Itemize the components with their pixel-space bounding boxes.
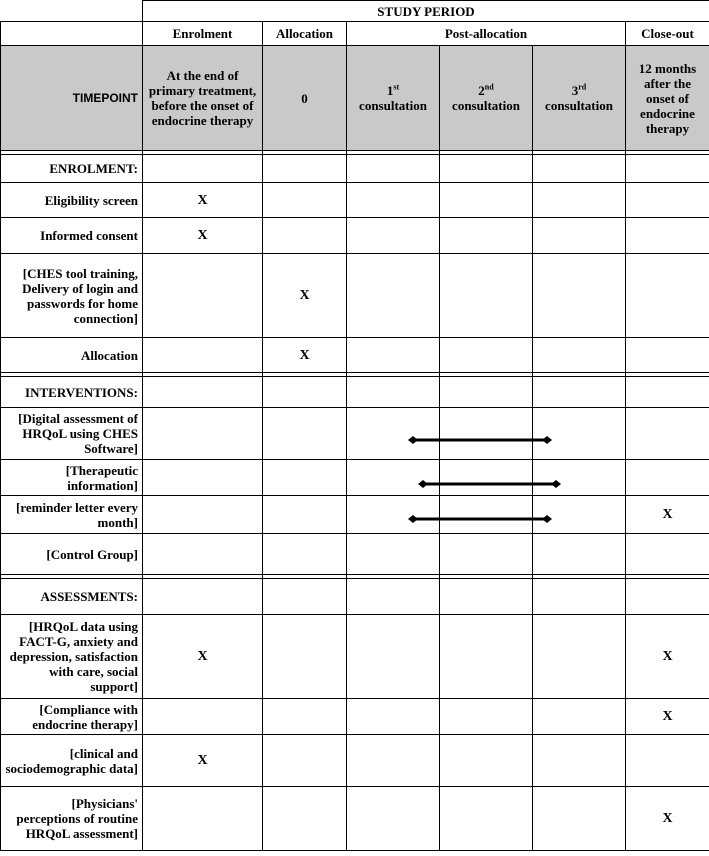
label-physicians: [Physicians' perceptions of routine HRQoL assessment] <box>1 787 143 851</box>
post3-sup: rd <box>578 82 587 92</box>
label-digital: [Digital assessment of HRQoL using CHES Software] <box>1 408 143 460</box>
row-therapeutic <box>1 460 709 496</box>
phase-allocation: Allocation <box>263 22 347 46</box>
row-physicians <box>1 787 709 851</box>
post3-word: consultation <box>545 98 613 113</box>
label-allocation: Allocation <box>1 338 143 373</box>
corner-cell <box>1 1 143 22</box>
section-interventions: INTERVENTIONS: <box>1 377 143 408</box>
post1-num: 1 <box>386 83 394 98</box>
mark-hrqol-closeout: X <box>626 615 709 699</box>
label-reminder: [reminder letter every month] <box>1 496 143 534</box>
label-clinical: [clinical and sociodemographic data] <box>1 735 143 787</box>
timepoint-post2 <box>440 46 533 151</box>
label-control: [Control Group] <box>1 534 143 575</box>
post1-word: consultation <box>359 98 427 113</box>
label-compliance: [Compliance with endocrine therapy] <box>1 699 143 735</box>
mark-clinical-enrolment: X <box>143 735 263 787</box>
label-hrqol: [HRQoL data using FACT-G, anxiety and depression, satisfaction with care, social support] <box>1 615 143 699</box>
mark-training-allocation: X <box>263 254 347 338</box>
row-allocation <box>1 338 709 373</box>
post2-word: consultation <box>452 98 520 113</box>
label-eligibility: Eligibility screen <box>1 183 143 218</box>
mark-physicians-closeout: X <box>626 787 709 851</box>
row-consent <box>1 218 709 254</box>
row-digital <box>1 408 709 460</box>
mark-eligibility-enrolment: X <box>143 183 263 218</box>
mark-consent-enrolment: X <box>143 218 263 254</box>
phase-row <box>1 22 709 46</box>
timepoint-allocation: 0 <box>263 46 347 151</box>
timepoint-row <box>1 46 709 151</box>
section-assessments: ASSESSMENTS: <box>1 579 143 615</box>
label-consent: Informed consent <box>1 218 143 254</box>
section-enrolment: ENROLMENT: <box>1 155 143 183</box>
row-clinical <box>1 735 709 787</box>
row-training <box>1 254 709 338</box>
section-assessments-row <box>1 579 709 615</box>
label-therapeutic: [Therapeutic information] <box>1 460 143 496</box>
mark-compliance-closeout: X <box>626 699 709 735</box>
mark-allocation-allocation: X <box>263 338 347 373</box>
phase-blank <box>1 22 143 46</box>
post1-sup: st <box>393 82 400 92</box>
study-period-title: STUDY PERIOD <box>143 1 709 22</box>
timepoint-post3 <box>533 46 626 151</box>
mark-hrqol-enrolment: X <box>143 615 263 699</box>
row-eligibility <box>1 183 709 218</box>
row-hrqol <box>1 615 709 699</box>
section-interventions-row <box>1 377 709 408</box>
mark-reminder-closeout: X <box>626 496 709 534</box>
phase-post-allocation: Post-allocation <box>347 22 626 46</box>
post3-num: 3 <box>571 83 579 98</box>
label-training: [CHES tool training, Delivery of login and passwords for home connection] <box>1 254 143 338</box>
section-enrolment-row <box>1 155 709 183</box>
study-period-row <box>1 1 709 22</box>
timepoint-post1 <box>347 46 440 151</box>
post2-num: 2 <box>478 83 485 98</box>
phase-enrolment: Enrolment <box>143 22 263 46</box>
timepoint-enrolment: At the end of primary treatment, before the onset of endocrine therapy <box>143 46 263 151</box>
phase-close-out: Close-out <box>626 22 709 46</box>
row-control <box>1 534 709 575</box>
timepoint-closeout: 12 months after the onset of endocrine therapy <box>626 46 709 151</box>
row-compliance <box>1 699 709 735</box>
timepoint-label-text: TIMEPOINT <box>72 91 138 105</box>
timepoint-label <box>1 46 143 151</box>
post2-sup: nd <box>484 82 494 92</box>
row-reminder <box>1 496 709 534</box>
